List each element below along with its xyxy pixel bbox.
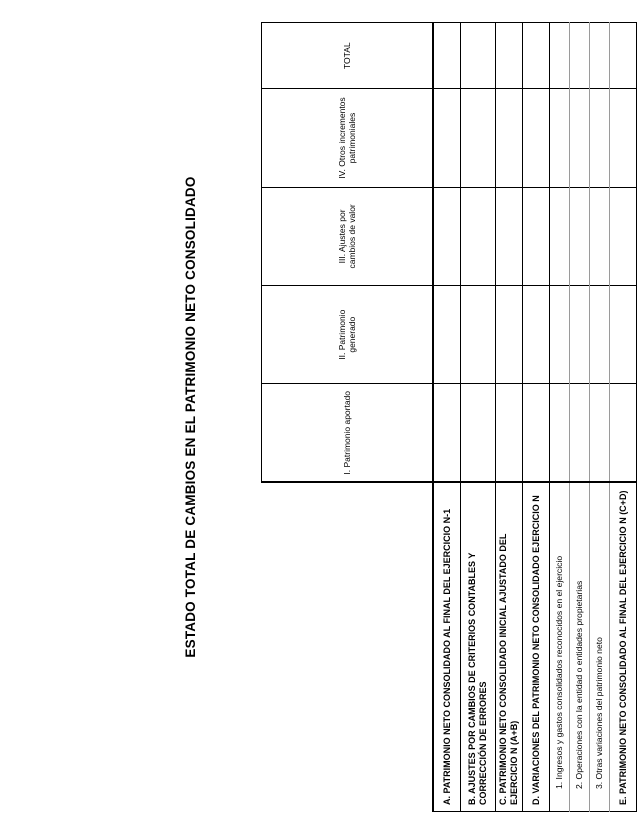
table-cell bbox=[433, 187, 461, 285]
table-cell bbox=[433, 384, 461, 482]
table-cell bbox=[523, 384, 550, 482]
col-header-ajustes-valor: III. Ajustes por cambios de valor bbox=[262, 187, 434, 285]
col-header-total: TOTAL bbox=[262, 23, 434, 89]
table-cell bbox=[550, 384, 570, 482]
page-title: ESTADO TOTAL DE CAMBIOS EN EL PATRIMONIO NETO CONSOLIDADO bbox=[183, 176, 198, 658]
table-cell bbox=[590, 384, 610, 482]
table-cell bbox=[550, 89, 570, 187]
table-cell bbox=[570, 89, 590, 187]
table-cell bbox=[523, 187, 550, 285]
row-label-d3: 3. Otras variaciones del patrimonio neto bbox=[590, 482, 610, 811]
table-row bbox=[496, 23, 523, 812]
table-cell bbox=[550, 286, 570, 384]
row-label-d2: 2. Operaciones con la entidad o entidades propietarias bbox=[570, 482, 590, 811]
table-cell bbox=[610, 23, 637, 89]
table-cell bbox=[496, 89, 523, 187]
table-cell bbox=[610, 187, 637, 285]
col-header-patrimonio-aportado: I. Patrimonio aportado bbox=[262, 384, 434, 482]
table-cell bbox=[523, 286, 550, 384]
table-row bbox=[610, 23, 637, 812]
table-cell bbox=[496, 187, 523, 285]
table-cell bbox=[496, 286, 523, 384]
row-label-c: C. PATRIMONIO NETO CONSOLIDADO INICIAL AJUSTADO DEL EJERCICIO N (A+B) bbox=[496, 482, 523, 811]
equity-changes-table bbox=[261, 22, 637, 812]
table-cell bbox=[590, 286, 610, 384]
table-cell bbox=[461, 187, 496, 285]
table-cell bbox=[570, 384, 590, 482]
table-cell bbox=[570, 23, 590, 89]
header-row bbox=[262, 23, 434, 812]
table-cell bbox=[590, 187, 610, 285]
row-label-a: A. PATRIMONIO NETO CONSOLIDADO AL FINAL DEL EJERCICIO N-1 bbox=[433, 482, 461, 811]
row-label-b: B. AJUSTES POR CAMBIOS DE CRITERIOS CONTABLES Y CORRECCIÓN DE ERRORES bbox=[461, 482, 496, 811]
table-row bbox=[550, 23, 570, 812]
table-cell bbox=[523, 23, 550, 89]
table-cell bbox=[496, 384, 523, 482]
table-cell bbox=[461, 23, 496, 89]
table-cell bbox=[610, 384, 637, 482]
table-cell bbox=[570, 187, 590, 285]
table-cell bbox=[433, 89, 461, 187]
table-cell bbox=[496, 23, 523, 89]
table-cell bbox=[433, 286, 461, 384]
table-cell bbox=[550, 187, 570, 285]
table-cell bbox=[590, 89, 610, 187]
table-cell bbox=[461, 286, 496, 384]
header-corner bbox=[262, 482, 434, 811]
row-label-d: D. VARIACIONES DEL PATRIMONIO NETO CONSOLIDADO EJERCICIO N bbox=[523, 482, 550, 811]
table-row bbox=[461, 23, 496, 812]
table-cell bbox=[461, 384, 496, 482]
table-row bbox=[433, 23, 461, 812]
rotated-page bbox=[183, 22, 642, 812]
table-row bbox=[590, 23, 610, 812]
row-label-e: E. PATRIMONIO NETO CONSOLIDADO AL FINAL DEL EJERCICIO N (C+D) bbox=[610, 482, 637, 811]
row-label-d1: 1. Ingresos y gastos consolidados reconocidos en el ejercicio bbox=[550, 482, 570, 811]
table-cell bbox=[610, 89, 637, 187]
table-cell bbox=[433, 23, 461, 89]
table-cell bbox=[461, 89, 496, 187]
table-cell bbox=[590, 23, 610, 89]
table-row bbox=[570, 23, 590, 812]
table-cell bbox=[523, 89, 550, 187]
col-header-patrimonio-generado: II. Patrimonio generado bbox=[262, 286, 434, 384]
col-header-otros-incrementos: IV. Otros incrementos patrimoniales bbox=[262, 89, 434, 187]
table-cell bbox=[570, 286, 590, 384]
table-row bbox=[523, 23, 550, 812]
table-cell bbox=[550, 23, 570, 89]
table-cell bbox=[610, 286, 637, 384]
